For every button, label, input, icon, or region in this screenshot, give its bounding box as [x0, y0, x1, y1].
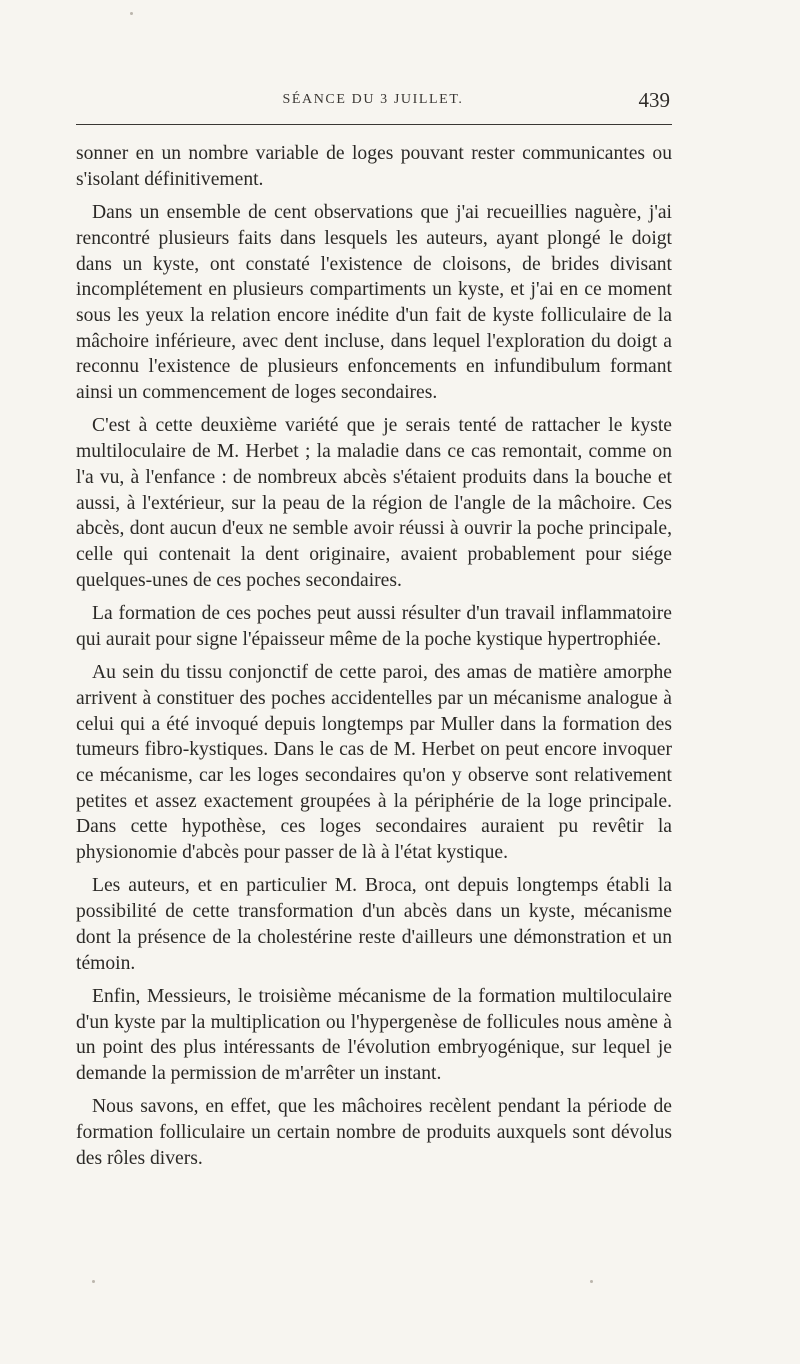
- paper-speck: [590, 1280, 593, 1283]
- running-title: SÉANCE DU 3 JUILLET.: [282, 92, 464, 107]
- paragraph-1: sonner en un nombre variable de loges pouvant rester communicantes ou s'isolant définitivement.: [76, 143, 672, 190]
- paragraph-2: Dans un ensemble de cent observations que j'ai recueillies naguère, j'ai rencontré plusieurs faits dans lesquels les auteurs, ayant plongé le doigt dans un kyste, ont constaté l'existence de cloisons, de brides divisant incomplétement en plusieurs compartiments un kyste, et j'ai en ce moment sous les yeux la relation encore inédite d'un fait de kyste folliculaire de la mâchoire inférieure, avec dent incluse, dans lequel l'exploration du doigt a reconnu l'existence de plusieurs enfoncements en infundibulum formant ainsi un commencement de loges secondaires.: [76, 202, 672, 404]
- paragraph-8: Nous savons, en effet, que les mâchoires recèlent pendant la période de formation folliculaire un certain nombre de produits auxquels sont dévolus des rôles divers.: [76, 1096, 672, 1169]
- paper-speck: [130, 12, 133, 15]
- body-text: [76, 141, 672, 1179]
- paragraph-5: Au sein du tissu conjonctif de cette paroi, des amas de matière amorphe arrivent à constituer des poches accidentelles par un mécanisme analogue à celui qui a été invoqué depuis longtemps par Muller dans la formation des tumeurs fibro-kystiques. Dans le cas de M. Herbet on peut encore invoquer ce mécanisme, car les loges secondaires qu'on y observe sont relativement petites et assez exactement groupées à la périphérie de la loge principale. Dans cette hypothèse, ces loges secondaires auraient pu revêtir la physionomie d'abcès pour passer de là à l'état kystique.: [76, 662, 672, 864]
- paragraph-6: Les auteurs, et en particulier M. Broca, ont depuis longtemps établi la possibilité de cette transformation d'un abcès dans un kyste, mécanisme dont la présence de la cholestérine reste d'ailleurs une démonstration et un témoin.: [76, 875, 672, 974]
- paragraph-3: C'est à cette deuxième variété que je serais tenté de rattacher le kyste multiloculaire de M. Herbet ; la maladie dans ce cas remontait, comme on l'a vu, à l'enfance : de nombreux abcès s'étaient produits dans la bouche et aussi, à l'extérieur, sur la peau de la région de l'angle de la mâchoire. Ces abcès, dont aucun d'eux ne semble avoir réussi à ouvrir la poche principale, celle qui contenait la dent originaire, avaient probablement pour siége quelques-unes de ces poches secondaires.: [76, 415, 672, 591]
- page-number: 439: [638, 88, 670, 112]
- paper-speck: [92, 1280, 95, 1283]
- paragraph-4: La formation de ces poches peut aussi résulter d'un travail inflammatoire qui aurait pour signe l'épaisseur même de la poche kystique hypertrophiée.: [76, 603, 672, 650]
- header-rule: [76, 124, 672, 125]
- paragraph-7: Enfin, Messieurs, le troisième mécanisme de la formation multiloculaire d'un kyste par la multiplication ou l'hypergenèse de follicules nous amène à un point des plus intéressants de l'évolution embryogénique, sur lequel je demande la permission de m'arrêter un instant.: [76, 985, 672, 1085]
- page-header: [76, 88, 670, 118]
